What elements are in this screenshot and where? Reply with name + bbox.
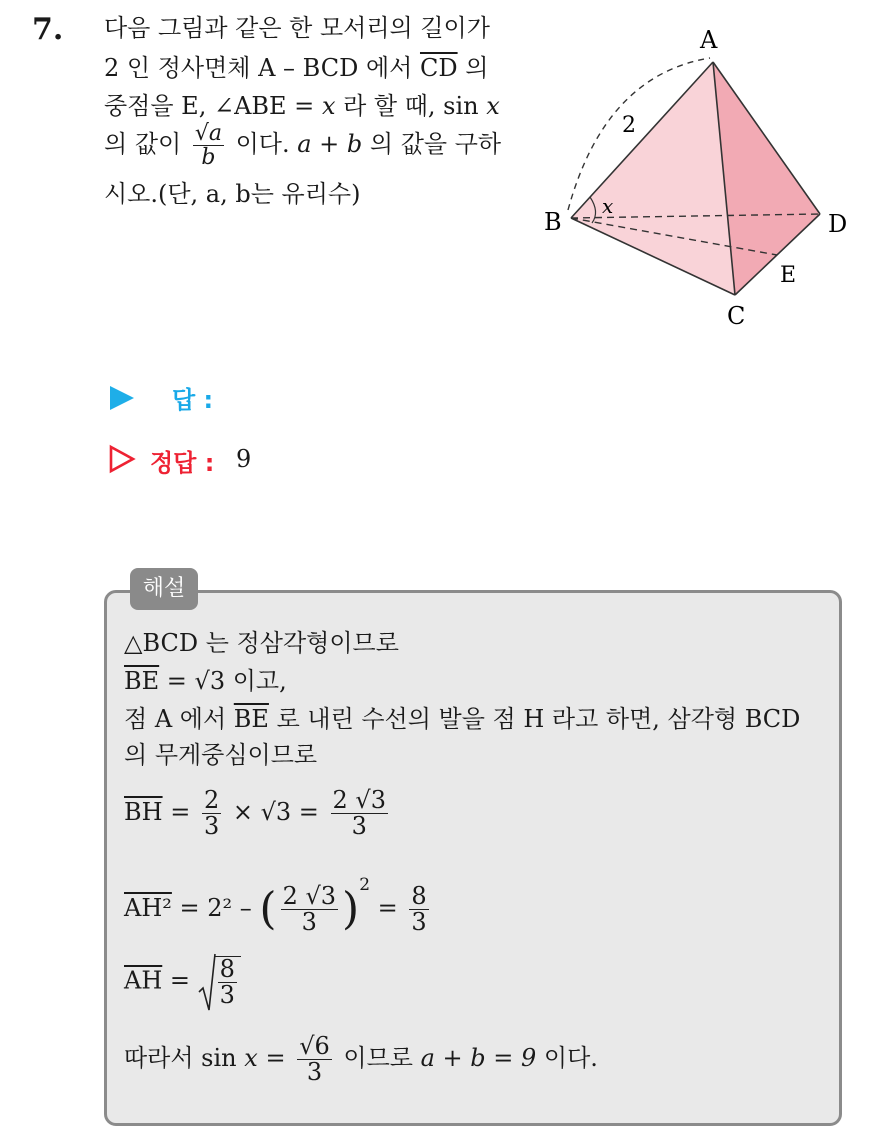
question-text: 의 (457, 54, 489, 82)
question-number: 7. (32, 12, 64, 47)
solution-tag: 해설 (130, 568, 198, 610)
sqrt-expression (198, 952, 245, 1012)
solution-text: 로 내린 수선의 발을 점 H 라고 하면, 삼각형 BCD (268, 705, 801, 733)
solution-text: = 2² – (171, 894, 260, 922)
question-text: 의 값을 구하 (362, 130, 502, 159)
label-c: C (727, 302, 746, 330)
question-line-3 (104, 88, 500, 124)
fraction-numerator: 8 (219, 954, 235, 983)
exponent: 2 (359, 875, 371, 895)
question-text: 이다. (227, 130, 298, 159)
fraction-numerator: √6 (299, 1032, 330, 1060)
solution-text: × √3 = (225, 798, 327, 827)
segment-cd: $\overline{CD}$ (419, 54, 458, 82)
label-e: E (780, 263, 797, 288)
question-line-1: 다음 그림과 같은 한 모서리의 길이가 (104, 14, 490, 42)
var-x: x (486, 92, 500, 120)
segment-bh: $\overline{BH}$ (124, 798, 163, 827)
solution-text: = (162, 966, 198, 995)
solution-text: 이므로 (335, 1044, 421, 1073)
solution-text: = (370, 894, 406, 922)
fraction-denominator: 3 (301, 908, 317, 936)
fraction-denominator: 3 (306, 1058, 323, 1087)
edge-length-label: 2 (622, 113, 636, 138)
angle-label: x (602, 194, 614, 218)
expr-a-plus-b: a + b (297, 130, 363, 159)
fraction-denominator: 3 (203, 812, 220, 841)
fraction-denominator: 3 (351, 812, 367, 841)
fraction-numerator: 2 √3 (332, 786, 386, 814)
correct-answer-label: 정답 : (150, 449, 215, 477)
question-text: 라 할 때, sin (335, 92, 487, 120)
var-x: x (244, 1044, 258, 1073)
solution-text: = (162, 798, 198, 827)
segment-ah: $\overline{AH}$ (124, 966, 163, 995)
expr-a-plus-b: a + b = 9 (420, 1044, 537, 1073)
question-text: 중점을 E, ∠ABE = (104, 92, 322, 120)
correct-triangle-icon (108, 444, 136, 474)
segment-be: $\overline{BE}$ (233, 705, 269, 733)
question-text: 의 값이 (104, 130, 189, 159)
segment-ah-squared: AH² (124, 894, 172, 922)
solution-text: = √3 이고, (159, 667, 287, 695)
label-d: D (828, 210, 848, 238)
paren-right: ) (342, 883, 360, 935)
answer-label: 답 : (172, 386, 214, 414)
solution-line-8 (124, 1034, 598, 1085)
question-line-4 (104, 122, 501, 169)
label-b: B (544, 208, 562, 236)
segment-be: $\overline{BE}$ (124, 667, 160, 695)
fraction-denominator: b (201, 145, 216, 171)
solution-line-4: 의 무게중심이므로 (124, 741, 318, 769)
solution-line-6 (124, 868, 433, 935)
question-line-2 (104, 50, 488, 86)
face-abc (571, 62, 735, 295)
question-text: 2 인 정사면체 A – BCD 에서 (104, 54, 420, 82)
solution-text: 이다. (536, 1044, 598, 1073)
question-line-5: 시오.(단, a, b는 유리수) (104, 180, 361, 208)
solution-text: 점 A 에서 (124, 705, 234, 733)
fraction-numerator: 8 (411, 881, 427, 910)
var-x: x (321, 92, 336, 120)
solution-line-1: △BCD 는 정삼각형이므로 (124, 629, 399, 657)
tetrahedron-figure (530, 20, 860, 340)
solution-text: 따라서 sin (124, 1044, 245, 1073)
solution-line-5 (124, 788, 392, 839)
paren-left: ( (259, 883, 277, 935)
fraction-numerator: 2 (203, 786, 220, 814)
answer-play-icon (110, 386, 134, 410)
solution-line-7 (124, 952, 245, 1012)
solution-text: = (257, 1044, 294, 1073)
fraction-denominator: 3 (219, 981, 235, 1009)
solution-line-2 (124, 664, 287, 698)
solution-line-3 (124, 702, 800, 736)
fraction-denominator: 3 (411, 908, 427, 936)
label-a: A (700, 26, 718, 54)
fraction-numerator: 2 √3 (282, 881, 337, 910)
fraction-numerator: √a (194, 121, 222, 146)
correct-answer-value: 9 (236, 445, 252, 473)
